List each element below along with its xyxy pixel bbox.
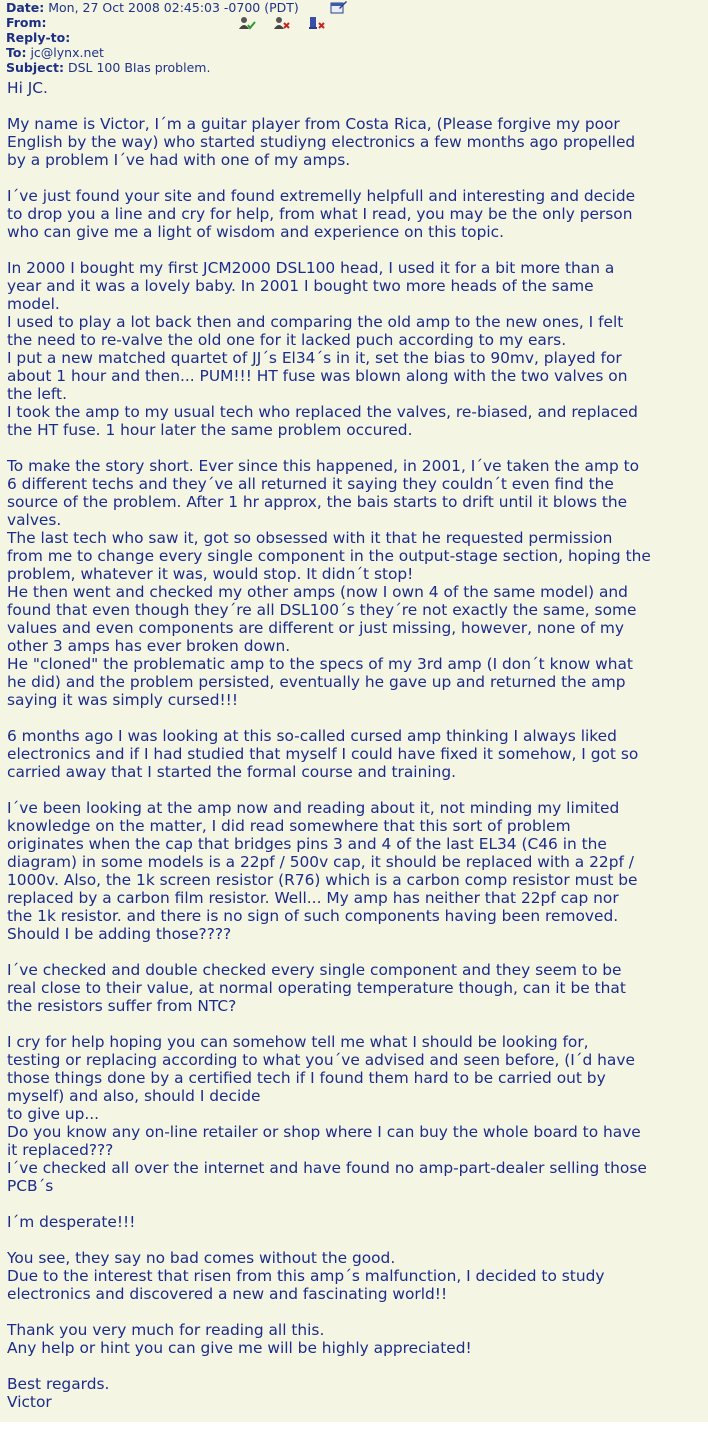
body-line: English by the way) who started studiyng electronics a few months ago propelled: [7, 133, 636, 151]
body-paragraph: [7, 1321, 705, 1357]
body-line: Any help or hint you can give me will be highly appreciated!: [7, 1339, 472, 1357]
body-paragraph: [7, 115, 705, 169]
body-line: to drop you a line and cry for help, from what I read, you may be the only person: [7, 205, 633, 223]
body-line: I´ve checked and double checked every single component and they seem to be: [7, 961, 622, 979]
delete-sender-icon[interactable]: [308, 16, 326, 30]
body-line: Should I be adding those????: [7, 925, 232, 943]
body-line: Thank you very much for reading all this.: [7, 1321, 325, 1339]
body-line: I used to play a lot back then and comparing the old amp to the new ones, I felt: [7, 313, 624, 331]
body-line: I´ve been looking at the amp now and reading about it, not minding my limited: [7, 799, 620, 817]
date-row: [0, 0, 708, 15]
body-line: I cry for help hoping you can somehow tell me what I should be looking for,: [7, 1033, 589, 1051]
body-line: real close to their value, at normal operating temperature though, can it be that: [7, 979, 626, 997]
email-headers: [0, 0, 708, 75]
body-line: Best regards.: [7, 1375, 110, 1393]
body-line: other 3 amps has ever broken down.: [7, 637, 291, 655]
body-paragraph: [7, 1375, 705, 1411]
body-paragraph: [7, 1033, 705, 1195]
body-line: You see, they say no bad comes without the good.: [7, 1249, 396, 1267]
body-paragraph: [7, 259, 705, 439]
body-line: My name is Victor, I´m a guitar player from Costa Rica, (Please forgive my poor: [7, 115, 620, 133]
body-line: Hi JC.: [7, 79, 48, 97]
body-line: I took the amp to my usual tech who replaced the valves, re-biased, and replaced: [7, 403, 638, 421]
to-label: To:: [6, 45, 27, 60]
body-line: values and even components are different or just missing, however, none of my: [7, 619, 625, 637]
body-line: year and it was a lovely baby. In 2001 I bought two more heads of the same: [7, 277, 594, 295]
body-line: testing or replacing according to what you´ve advised and seen before, (I´d have: [7, 1051, 635, 1069]
subject-value: DSL 100 BIas problem.: [67, 60, 211, 75]
email-body: [7, 79, 705, 1429]
subject-row: [0, 60, 708, 75]
from-row: [0, 15, 708, 30]
body-line: diagram) in some models is a 22pf / 500v cap, it should be replaced with a 22pf /: [7, 853, 634, 871]
replyto-row: [0, 30, 708, 45]
body-line: PCB´s: [7, 1177, 54, 1195]
body-paragraph: [7, 961, 705, 1015]
body-paragraph: [7, 727, 705, 781]
body-line: source of the problem. After 1 hr approx, the bais starts to drift until it blows the: [7, 493, 628, 511]
body-line: The last tech who saw it, got so obsessed with it that he requested permission: [7, 529, 613, 547]
body-line: To make the story short. Ever since this happened, in 2001, I´ve taken the amp to: [7, 457, 640, 475]
body-line: I´ve just found your site and found extremelly helpfull and interesting and decide: [7, 187, 636, 205]
body-line: the HT fuse. 1 hour later the same problem occured.: [7, 421, 413, 439]
body-line: Victor: [7, 1393, 52, 1411]
body-line: who can give me a light of wisdom and experience on this topic.: [7, 223, 504, 241]
body-line: saying it was simply cursed!!!: [7, 691, 239, 709]
body-line: problem, whatever it was, would stop. It didn´t stop!: [7, 565, 414, 583]
body-line: electronics and discovered a new and fascinating world!!: [7, 1285, 448, 1303]
body-line: carried away that I started the formal course and training.: [7, 763, 457, 781]
body-line: about 1 hour and then... PUM!!! HT fuse was blown along with the two valves on: [7, 367, 628, 385]
body-line: found that even though they´re all DSL100´s they´re not exactly the same, some: [7, 601, 637, 619]
from-label: From:: [6, 15, 47, 30]
body-line: Due to the interest that risen from this amp´s malfunction, I decided to study: [7, 1267, 605, 1285]
body-paragraph: [7, 79, 705, 97]
to-row: [0, 45, 708, 60]
sender-actions: [238, 16, 339, 30]
body-paragraph: [7, 799, 705, 943]
body-line: the resistors suffer from NTC?: [7, 997, 237, 1015]
body-line: I´ve checked all over the internet and have found no amp-part-dealer selling those: [7, 1159, 647, 1177]
body-line: Do you know any on-line retailer or shop where I can buy the whole board to have: [7, 1123, 641, 1141]
body-line: He "cloned" the problematic amp to the specs of my 3rd amp (I don´t know what: [7, 655, 633, 673]
subject-label: Subject:: [6, 60, 64, 75]
body-line: he did) and the problem persisted, eventually he gave up and returned the amp: [7, 673, 626, 691]
date-value: Mon, 27 Oct 2008 02:45:03 -0700 (PDT): [48, 0, 299, 15]
body-line: I´m desperate!!!: [7, 1213, 136, 1231]
body-line: originates when the cap that bridges pins 3 and 4 of the last EL34 (C46 in the: [7, 835, 607, 853]
body-paragraph: [7, 1249, 705, 1303]
body-paragraph: [7, 1213, 705, 1231]
body-line: replaced by a carbon film resistor. Well... My amp has neither that 22pf cap nor: [7, 889, 619, 907]
body-line: 6 months ago I was looking at this so-called cursed amp thinking I always liked: [7, 727, 617, 745]
body-line: 6 different techs and they´ve all returned it saying they couldn´t even find the: [7, 475, 614, 493]
body-line: He then went and checked my other amps (now I own 4 of the same model) and: [7, 583, 628, 601]
body-line: myself) and also, should I decide: [7, 1087, 261, 1105]
body-line: it replaced???: [7, 1141, 114, 1159]
body-line: by a problem I´ve had with one of my amps.: [7, 151, 351, 169]
to-value[interactable]: jc@lynx.net: [30, 45, 104, 60]
add-sender-icon[interactable]: [238, 16, 256, 30]
body-line: I put a new matched quartet of JJ´s El34´s in it, set the bias to 90mv, played for: [7, 349, 622, 367]
body-line: the 1k resistor. and there is no sign of such components having been removed.: [7, 907, 619, 925]
body-line: from me to change every single component in the output-stage section, hoping the: [7, 547, 651, 565]
body-line: the left.: [7, 385, 67, 403]
body-paragraph: [7, 187, 705, 241]
body-line: In 2000 I bought my first JCM2000 DSL100 head, I used it for a bit more than a: [7, 259, 615, 277]
body-line: electronics and if I had studied that myself I could have fixed it somehow, I got so: [7, 745, 639, 763]
body-line: valves.: [7, 511, 62, 529]
body-paragraph: [7, 457, 705, 709]
body-line: the need to re-valve the old one for it lacked puch according to my ears.: [7, 331, 567, 349]
body-line: those things done by a certified tech if I found them hard to be carried out by: [7, 1069, 606, 1087]
body-line: to give up...: [7, 1105, 100, 1123]
body-line: 1000v. Also, the 1k screen resistor (R76) which is a carbon comp resistor must be: [7, 871, 638, 889]
body-line: knowledge on the matter, I did read somewhere that this sort of problem: [7, 817, 571, 835]
replyto-label: Reply-to:: [6, 30, 71, 45]
block-sender-icon[interactable]: [273, 16, 291, 30]
date-label: Date:: [6, 0, 45, 15]
body-line: model.: [7, 295, 60, 313]
